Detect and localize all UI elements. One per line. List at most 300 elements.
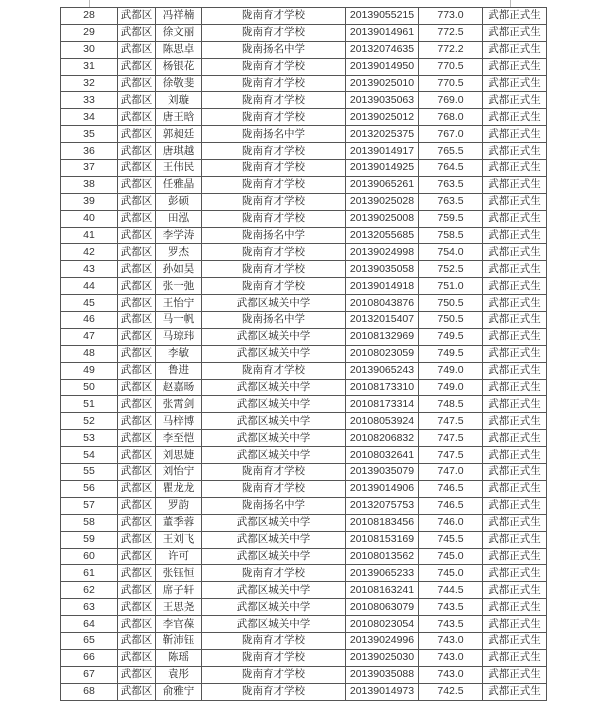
rank-cell: 57 — [61, 497, 118, 514]
district-cell: 武都区 — [118, 514, 156, 531]
district-cell: 武都区 — [118, 328, 156, 345]
score-cell: 749.0 — [419, 379, 483, 396]
rank-cell: 60 — [61, 548, 118, 565]
exam-number-cell: 20139014906 — [346, 480, 419, 497]
name-cell: 马梓博 — [156, 413, 202, 430]
district-cell: 武都区 — [118, 565, 156, 582]
school-cell: 陇南育才学校 — [202, 8, 346, 25]
score-cell: 742.5 — [419, 683, 483, 700]
score-cell: 770.5 — [419, 58, 483, 75]
school-cell: 陇南育才学校 — [202, 160, 346, 177]
table-row — [61, 58, 547, 75]
exam-number-cell: 20139025028 — [346, 193, 419, 210]
school-cell: 陇南育才学校 — [202, 362, 346, 379]
name-cell: 杨银花 — [156, 58, 202, 75]
category-cell: 武都正式生 — [483, 649, 547, 666]
name-cell: 彭硕 — [156, 193, 202, 210]
category-cell: 武都正式生 — [483, 599, 547, 616]
exam-number-cell: 20139065243 — [346, 362, 419, 379]
school-cell: 武都区城关中学 — [202, 328, 346, 345]
table-row — [61, 295, 547, 312]
exam-number-cell: 20108013562 — [346, 548, 419, 565]
exam-number-cell: 20139025008 — [346, 210, 419, 227]
name-cell: 刘思婕 — [156, 447, 202, 464]
rank-cell: 36 — [61, 143, 118, 160]
name-cell: 王伟民 — [156, 160, 202, 177]
name-cell: 马琼玮 — [156, 328, 202, 345]
name-cell: 张霄剑 — [156, 396, 202, 413]
category-cell: 武都正式生 — [483, 396, 547, 413]
exam-number-cell: 20139024998 — [346, 244, 419, 261]
table-row — [61, 75, 547, 92]
score-cell: 754.0 — [419, 244, 483, 261]
score-cell: 744.5 — [419, 582, 483, 599]
district-cell: 武都区 — [118, 548, 156, 565]
score-cell: 768.0 — [419, 109, 483, 126]
exam-number-cell: 20139014950 — [346, 58, 419, 75]
district-cell: 武都区 — [118, 413, 156, 430]
name-cell: 王思尧 — [156, 599, 202, 616]
district-cell: 武都区 — [118, 582, 156, 599]
table-row — [61, 683, 547, 700]
table-row — [61, 109, 547, 126]
rank-cell: 67 — [61, 666, 118, 683]
district-cell: 武都区 — [118, 345, 156, 362]
rank-cell: 31 — [61, 58, 118, 75]
category-cell: 武都正式生 — [483, 176, 547, 193]
name-cell: 赵嘉旸 — [156, 379, 202, 396]
category-cell: 武都正式生 — [483, 295, 547, 312]
table-row — [61, 24, 547, 41]
name-cell: 李学涛 — [156, 227, 202, 244]
district-cell: 武都区 — [118, 480, 156, 497]
table-row — [61, 565, 547, 582]
category-cell: 武都正式生 — [483, 632, 547, 649]
rank-cell: 45 — [61, 295, 118, 312]
district-cell: 武都区 — [118, 244, 156, 261]
score-cell: 743.5 — [419, 616, 483, 633]
rank-cell: 63 — [61, 599, 118, 616]
school-cell: 陇南育才学校 — [202, 632, 346, 649]
school-cell: 武都区城关中学 — [202, 379, 346, 396]
name-cell: 陈瑶 — [156, 649, 202, 666]
table-row — [61, 514, 547, 531]
district-cell: 武都区 — [118, 464, 156, 481]
category-cell: 武都正式生 — [483, 126, 547, 143]
table-row — [61, 143, 547, 160]
district-cell: 武都区 — [118, 126, 156, 143]
district-cell: 武都区 — [118, 312, 156, 329]
school-cell: 武都区城关中学 — [202, 413, 346, 430]
table-row — [61, 227, 547, 244]
school-cell: 陇南育才学校 — [202, 143, 346, 160]
rank-cell: 42 — [61, 244, 118, 261]
school-cell: 武都区城关中学 — [202, 514, 346, 531]
table-row — [61, 312, 547, 329]
district-cell: 武都区 — [118, 109, 156, 126]
school-cell: 陇南育才学校 — [202, 464, 346, 481]
rank-cell: 28 — [61, 8, 118, 25]
table-row — [61, 362, 547, 379]
rank-cell: 66 — [61, 649, 118, 666]
category-cell: 武都正式生 — [483, 666, 547, 683]
school-cell: 陇南育才学校 — [202, 649, 346, 666]
score-cell: 765.5 — [419, 143, 483, 160]
table-row — [61, 616, 547, 633]
name-cell: 唐王晗 — [156, 109, 202, 126]
district-cell: 武都区 — [118, 160, 156, 177]
exam-number-cell: 20139025010 — [346, 75, 419, 92]
table-row — [61, 396, 547, 413]
table-row — [61, 41, 547, 58]
table-row — [61, 278, 547, 295]
exam-number-cell: 20108173314 — [346, 396, 419, 413]
exam-number-cell: 20108183456 — [346, 514, 419, 531]
rank-cell: 47 — [61, 328, 118, 345]
school-cell: 陇南育才学校 — [202, 480, 346, 497]
score-cell: 747.5 — [419, 430, 483, 447]
school-cell: 武都区城关中学 — [202, 531, 346, 548]
school-cell: 陇南育才学校 — [202, 109, 346, 126]
school-cell: 陇南扬名中学 — [202, 312, 346, 329]
table-row — [61, 447, 547, 464]
name-cell: 刘怡宁 — [156, 464, 202, 481]
name-cell: 李敏 — [156, 345, 202, 362]
exam-number-cell: 20139035058 — [346, 261, 419, 278]
score-cell: 763.5 — [419, 176, 483, 193]
category-cell: 武都正式生 — [483, 379, 547, 396]
district-cell: 武都区 — [118, 616, 156, 633]
exam-number-cell: 20139014961 — [346, 24, 419, 41]
exam-number-cell: 20108032641 — [346, 447, 419, 464]
rank-cell: 54 — [61, 447, 118, 464]
name-cell: 徐敬斐 — [156, 75, 202, 92]
exam-number-cell: 20132055685 — [346, 227, 419, 244]
score-cell: 745.0 — [419, 548, 483, 565]
score-cell: 743.0 — [419, 632, 483, 649]
score-cell: 745.0 — [419, 565, 483, 582]
category-cell: 武都正式生 — [483, 430, 547, 447]
table-row — [61, 632, 547, 649]
category-cell: 武都正式生 — [483, 683, 547, 700]
category-cell: 武都正式生 — [483, 362, 547, 379]
exam-number-cell: 20108132969 — [346, 328, 419, 345]
rank-cell: 35 — [61, 126, 118, 143]
exam-number-cell: 20108023059 — [346, 345, 419, 362]
name-cell: 罗韵 — [156, 497, 202, 514]
rank-cell: 49 — [61, 362, 118, 379]
score-cell: 750.5 — [419, 295, 483, 312]
score-cell: 758.5 — [419, 227, 483, 244]
exam-number-cell: 20108206832 — [346, 430, 419, 447]
district-cell: 武都区 — [118, 210, 156, 227]
rank-cell: 41 — [61, 227, 118, 244]
school-cell: 陇南育才学校 — [202, 75, 346, 92]
school-cell: 陇南育才学校 — [202, 193, 346, 210]
district-cell: 武都区 — [118, 92, 156, 109]
rank-cell: 48 — [61, 345, 118, 362]
rank-cell: 56 — [61, 480, 118, 497]
exam-number-cell: 20132015407 — [346, 312, 419, 329]
rank-cell: 43 — [61, 261, 118, 278]
district-cell: 武都区 — [118, 8, 156, 25]
exam-number-cell: 20132074635 — [346, 41, 419, 58]
school-cell: 武都区城关中学 — [202, 396, 346, 413]
table-row — [61, 8, 547, 25]
score-cell: 759.5 — [419, 210, 483, 227]
district-cell: 武都区 — [118, 261, 156, 278]
district-cell: 武都区 — [118, 295, 156, 312]
district-cell: 武都区 — [118, 176, 156, 193]
exam-number-cell: 20108163241 — [346, 582, 419, 599]
rank-cell: 40 — [61, 210, 118, 227]
score-cell: 749.5 — [419, 345, 483, 362]
category-cell: 武都正式生 — [483, 565, 547, 582]
page-edge-mark-right — [510, 0, 511, 7]
table-row — [61, 160, 547, 177]
table-row — [61, 599, 547, 616]
table-row — [61, 328, 547, 345]
category-cell: 武都正式生 — [483, 58, 547, 75]
score-cell: 743.0 — [419, 649, 483, 666]
exam-number-cell: 20132075753 — [346, 497, 419, 514]
district-cell: 武都区 — [118, 362, 156, 379]
score-cell: 764.5 — [419, 160, 483, 177]
school-cell: 陇南育才学校 — [202, 278, 346, 295]
exam-number-cell: 20139024996 — [346, 632, 419, 649]
name-cell: 罗杰 — [156, 244, 202, 261]
exam-number-cell: 20139025030 — [346, 649, 419, 666]
name-cell: 王刘飞 — [156, 531, 202, 548]
category-cell: 武都正式生 — [483, 413, 547, 430]
score-cell: 749.5 — [419, 328, 483, 345]
category-cell: 武都正式生 — [483, 24, 547, 41]
name-cell: 冯祥楠 — [156, 8, 202, 25]
district-cell: 武都区 — [118, 683, 156, 700]
district-cell: 武都区 — [118, 24, 156, 41]
table-row — [61, 582, 547, 599]
school-cell: 武都区城关中学 — [202, 345, 346, 362]
score-cell: 770.5 — [419, 75, 483, 92]
district-cell: 武都区 — [118, 379, 156, 396]
school-cell: 武都区城关中学 — [202, 430, 346, 447]
district-cell: 武都区 — [118, 599, 156, 616]
school-cell: 陇南育才学校 — [202, 24, 346, 41]
table-row — [61, 261, 547, 278]
school-cell: 陇南育才学校 — [202, 565, 346, 582]
district-cell: 武都区 — [118, 649, 156, 666]
exam-number-cell: 20139025012 — [346, 109, 419, 126]
rank-cell: 34 — [61, 109, 118, 126]
school-cell: 陇南育才学校 — [202, 244, 346, 261]
rank-cell: 29 — [61, 24, 118, 41]
rank-cell: 32 — [61, 75, 118, 92]
table-row — [61, 126, 547, 143]
name-cell: 瞿龙龙 — [156, 480, 202, 497]
category-cell: 武都正式生 — [483, 8, 547, 25]
name-cell: 李至恺 — [156, 430, 202, 447]
score-cell: 750.5 — [419, 312, 483, 329]
score-table — [60, 7, 547, 701]
table-body — [61, 8, 547, 701]
table-row — [61, 176, 547, 193]
category-cell: 武都正式生 — [483, 616, 547, 633]
category-cell: 武都正式生 — [483, 328, 547, 345]
district-cell: 武都区 — [118, 75, 156, 92]
score-cell: 747.0 — [419, 464, 483, 481]
rank-cell: 58 — [61, 514, 118, 531]
category-cell: 武都正式生 — [483, 227, 547, 244]
exam-number-cell: 20139014925 — [346, 160, 419, 177]
category-cell: 武都正式生 — [483, 109, 547, 126]
rank-cell: 38 — [61, 176, 118, 193]
district-cell: 武都区 — [118, 41, 156, 58]
score-cell: 772.5 — [419, 24, 483, 41]
name-cell: 张钰恒 — [156, 565, 202, 582]
name-cell: 田泓 — [156, 210, 202, 227]
category-cell: 武都正式生 — [483, 278, 547, 295]
school-cell: 陇南育才学校 — [202, 683, 346, 700]
exam-number-cell: 20139035079 — [346, 464, 419, 481]
rank-cell: 30 — [61, 41, 118, 58]
category-cell: 武都正式生 — [483, 160, 547, 177]
table-row — [61, 413, 547, 430]
district-cell: 武都区 — [118, 396, 156, 413]
rank-cell: 46 — [61, 312, 118, 329]
category-cell: 武都正式生 — [483, 548, 547, 565]
name-cell: 孙如昊 — [156, 261, 202, 278]
category-cell: 武都正式生 — [483, 447, 547, 464]
table-row — [61, 92, 547, 109]
school-cell: 陇南扬名中学 — [202, 126, 346, 143]
exam-number-cell: 20108043876 — [346, 295, 419, 312]
category-cell: 武都正式生 — [483, 261, 547, 278]
table-row — [61, 430, 547, 447]
category-cell: 武都正式生 — [483, 41, 547, 58]
score-cell: 747.5 — [419, 447, 483, 464]
name-cell: 董季蓉 — [156, 514, 202, 531]
school-cell: 陇南扬名中学 — [202, 227, 346, 244]
category-cell: 武都正式生 — [483, 582, 547, 599]
score-cell: 773.0 — [419, 8, 483, 25]
school-cell: 武都区城关中学 — [202, 599, 346, 616]
score-cell: 743.5 — [419, 599, 483, 616]
name-cell: 李官葆 — [156, 616, 202, 633]
category-cell: 武都正式生 — [483, 143, 547, 160]
rank-cell: 53 — [61, 430, 118, 447]
name-cell: 唐琪越 — [156, 143, 202, 160]
category-cell: 武都正式生 — [483, 514, 547, 531]
category-cell: 武都正式生 — [483, 480, 547, 497]
table-row — [61, 210, 547, 227]
rank-cell: 52 — [61, 413, 118, 430]
rank-cell: 62 — [61, 582, 118, 599]
district-cell: 武都区 — [118, 447, 156, 464]
score-cell: 772.2 — [419, 41, 483, 58]
rank-cell: 51 — [61, 396, 118, 413]
category-cell: 武都正式生 — [483, 193, 547, 210]
district-cell: 武都区 — [118, 497, 156, 514]
rank-cell: 39 — [61, 193, 118, 210]
district-cell: 武都区 — [118, 666, 156, 683]
exam-number-cell: 20139035063 — [346, 92, 419, 109]
district-cell: 武都区 — [118, 193, 156, 210]
rank-cell: 55 — [61, 464, 118, 481]
name-cell: 靳沛钰 — [156, 632, 202, 649]
category-cell: 武都正式生 — [483, 464, 547, 481]
school-cell: 陇南育才学校 — [202, 92, 346, 109]
category-cell: 武都正式生 — [483, 75, 547, 92]
name-cell: 陈思卓 — [156, 41, 202, 58]
rank-cell: 44 — [61, 278, 118, 295]
category-cell: 武都正式生 — [483, 312, 547, 329]
district-cell: 武都区 — [118, 531, 156, 548]
school-cell: 武都区城关中学 — [202, 616, 346, 633]
score-cell: 747.5 — [419, 413, 483, 430]
district-cell: 武都区 — [118, 632, 156, 649]
district-cell: 武都区 — [118, 143, 156, 160]
district-cell: 武都区 — [118, 58, 156, 75]
table-row — [61, 649, 547, 666]
exam-number-cell: 20132025375 — [346, 126, 419, 143]
school-cell: 陇南育才学校 — [202, 58, 346, 75]
table-row — [61, 379, 547, 396]
score-cell: 751.0 — [419, 278, 483, 295]
score-cell: 746.5 — [419, 480, 483, 497]
district-cell: 武都区 — [118, 430, 156, 447]
school-cell: 武都区城关中学 — [202, 582, 346, 599]
school-cell: 陇南扬名中学 — [202, 497, 346, 514]
exam-number-cell: 20139014917 — [346, 143, 419, 160]
category-cell: 武都正式生 — [483, 210, 547, 227]
table-row — [61, 548, 547, 565]
table-row — [61, 345, 547, 362]
name-cell: 郭昶廷 — [156, 126, 202, 143]
rank-cell: 59 — [61, 531, 118, 548]
table-row — [61, 497, 547, 514]
table-row — [61, 244, 547, 261]
category-cell: 武都正式生 — [483, 244, 547, 261]
category-cell: 武都正式生 — [483, 92, 547, 109]
exam-number-cell: 20139065261 — [346, 176, 419, 193]
exam-number-cell: 20108173310 — [346, 379, 419, 396]
school-cell: 武都区城关中学 — [202, 295, 346, 312]
name-cell: 袁彤 — [156, 666, 202, 683]
name-cell: 许可 — [156, 548, 202, 565]
table-row — [61, 480, 547, 497]
name-cell: 任雅晶 — [156, 176, 202, 193]
category-cell: 武都正式生 — [483, 497, 547, 514]
name-cell: 俞雅宁 — [156, 683, 202, 700]
exam-number-cell: 20139014918 — [346, 278, 419, 295]
score-cell: 752.5 — [419, 261, 483, 278]
exam-number-cell: 20108063079 — [346, 599, 419, 616]
name-cell: 鲁进 — [156, 362, 202, 379]
name-cell: 席子轩 — [156, 582, 202, 599]
exam-number-cell: 20108153169 — [346, 531, 419, 548]
rank-cell: 33 — [61, 92, 118, 109]
category-cell: 武都正式生 — [483, 345, 547, 362]
table-row — [61, 531, 547, 548]
rank-cell: 50 — [61, 379, 118, 396]
table-row — [61, 193, 547, 210]
rank-cell: 61 — [61, 565, 118, 582]
name-cell: 徐文丽 — [156, 24, 202, 41]
name-cell: 王怡宁 — [156, 295, 202, 312]
page-edge-mark-left — [89, 0, 90, 7]
exam-number-cell: 20139035088 — [346, 666, 419, 683]
name-cell: 刘璇 — [156, 92, 202, 109]
